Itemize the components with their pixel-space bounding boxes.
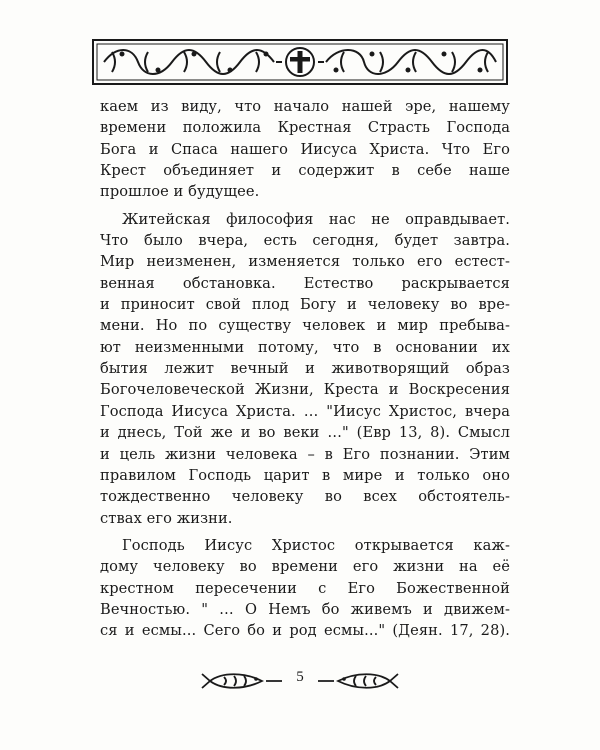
page-number: 5 bbox=[296, 669, 304, 685]
text-line: и днесь, Той же и во веки …" (Евр 13, 8). Смысл bbox=[100, 424, 510, 442]
text-line: Житейская философия нас не оправдывает. bbox=[122, 210, 510, 228]
text-line: тождественно человеку во всех обстоятель- bbox=[100, 488, 510, 506]
text-line: ствах его жизни. bbox=[100, 509, 233, 527]
text-line: и приносит свой плод Богу и человеку во вре- bbox=[100, 296, 510, 314]
body-text bbox=[100, 96, 510, 642]
text-line: ся и есмы... Сего бо и род есмы..." (Деян. 17, 28). bbox=[100, 622, 510, 640]
text-line: венная обстановка. Естество раскрывается bbox=[100, 274, 510, 292]
text-line: Мир неизменен, изменяется только его естест- bbox=[100, 253, 510, 271]
text-line: времени положила Крестная Страсть Господа bbox=[100, 119, 510, 137]
text-line: Бога и Спаса нашего Иисуса Христа. Что Его bbox=[100, 140, 510, 158]
paragraph-3 bbox=[100, 535, 510, 642]
text-line: прошлое и будущее. bbox=[100, 183, 260, 201]
page-footer bbox=[200, 668, 400, 694]
paragraph-1 bbox=[100, 96, 510, 203]
text-line: Вечностью. " … О Немъ бо живемъ и движем- bbox=[100, 600, 510, 618]
text-line: Богочеловеческой Жизни, Креста и Воскресения bbox=[100, 381, 510, 399]
text-line: Что было вчера, есть сегодня, будет завтра. bbox=[100, 232, 510, 250]
text-line: каем из виду, что начало нашей эре, нашему bbox=[100, 98, 510, 115]
ornament-header-icon bbox=[92, 38, 508, 86]
paragraph-2 bbox=[100, 209, 510, 529]
text-line: мени. Но по существу человек и мир пребыва- bbox=[100, 317, 510, 335]
text-line: Крест объединяет и содержит в себе наше bbox=[100, 162, 510, 180]
text-line: крестном пересечении с Его Божественной bbox=[100, 579, 510, 597]
text-line: Господа Иисуса Христа. … "Иисус Христос, вчера bbox=[100, 402, 510, 420]
text-line: ют неизменными потому, что в основании их bbox=[100, 338, 510, 356]
text-line: дому человеку во времени его жизни на её bbox=[100, 558, 510, 576]
text-line: и цель жизни человека – в Его познании. Этим bbox=[100, 445, 510, 463]
text-line: бытия лежит вечный и животворящий образ bbox=[100, 360, 510, 378]
text-line: правилом Господь царит в мире и только оно bbox=[100, 466, 510, 484]
text-line: Господь Иисус Христос открывается каж- bbox=[122, 536, 510, 554]
